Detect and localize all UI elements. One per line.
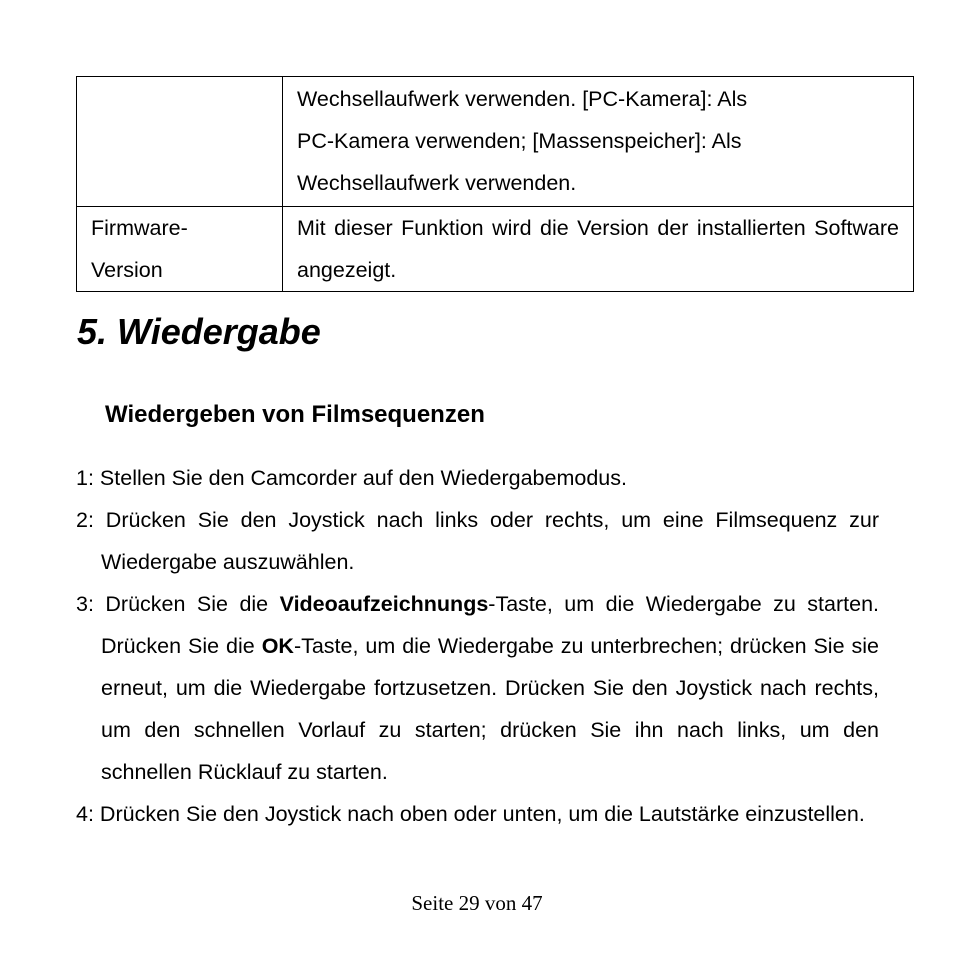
label-line: Version <box>91 258 163 282</box>
steps-list <box>76 457 879 835</box>
table-cell-description: Mit dieser Funktion wird die Version der installierten Software angezeigt. <box>283 207 914 292</box>
description-line: Wechsellaufwerk verwenden. <box>297 171 577 195</box>
label-line: Firmware- <box>91 216 188 240</box>
button-name-record: Videoaufzeichnungs <box>279 592 489 616</box>
step-text: -Taste, um die Wiedergabe zu starten. Drücken Sie die <box>101 592 879 658</box>
table-row <box>77 77 914 207</box>
step-number: 3: <box>76 592 94 616</box>
step-number: 2: <box>76 508 94 532</box>
step-number: 1: <box>76 466 94 490</box>
step-text: -Taste, um die Wiedergabe zu unterbrechen; drücken Sie sie erneut, um die Wiedergabe fortzusetzen. Drücken Sie den Joystick nach rechts, um den schnellen Vorlauf zu starten; drücken Sie ihn nach links, um den schnellen Rücklauf zu starten. <box>101 634 879 784</box>
section-subtitle: Wiedergeben von Filmsequenzen <box>105 401 485 428</box>
list-item <box>76 457 879 499</box>
list-item <box>76 793 879 835</box>
button-name-ok: OK <box>261 634 294 658</box>
table-cell-description <box>283 77 914 207</box>
settings-table <box>76 76 914 292</box>
step-text: Drücken Sie den Joystick nach oben oder unten, um die Lautstärke einzustellen. <box>99 802 865 826</box>
description-line: PC-Kamera verwenden; [Massenspeicher]: Als <box>297 129 742 153</box>
list-item <box>76 499 879 583</box>
list-item <box>76 583 879 793</box>
section-title: 5. Wiedergabe <box>77 311 321 352</box>
table-row <box>77 207 914 292</box>
page-number: Seite 29 von 47 <box>411 891 543 915</box>
step-text: Drücken Sie den Joystick nach links oder rechts, um eine Filmsequenz zur Wiedergabe auszuwählen. <box>101 508 879 574</box>
description-line: Wechsellaufwerk verwenden. [PC-Kamera]: Als <box>297 87 748 111</box>
step-number: 4: <box>76 802 94 826</box>
step-text: Stellen Sie den Camcorder auf den Wiedergabemodus. <box>99 466 627 490</box>
step-text: Drücken Sie die <box>105 592 269 616</box>
table-cell-label <box>77 207 283 292</box>
table-cell-label <box>77 77 283 207</box>
